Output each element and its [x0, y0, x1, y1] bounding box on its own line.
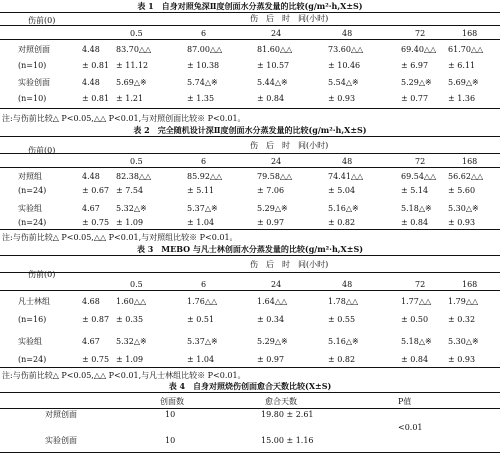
data-cell: 15.00 ± 1.16 — [261, 436, 314, 445]
data-cell: ± 0.55 — [328, 315, 356, 324]
data-cell: ± 1.36 — [448, 94, 476, 103]
baseline-cell: ± 0.67 — [82, 186, 110, 195]
column-header: 48 — [342, 157, 353, 166]
row-label: (n=24) — [18, 186, 47, 195]
data-cell: 1.77△△ — [401, 297, 432, 306]
data-cell: ± 7.06 — [257, 186, 285, 195]
data-cell: ± 10.46 — [328, 61, 361, 70]
data-cell: 5.32△※ — [116, 204, 147, 213]
data-cell: 5.16△※ — [328, 337, 359, 346]
table-bottom-rule — [0, 108, 500, 109]
column-header: 24 — [271, 29, 282, 38]
baseline-cell: 4.68 — [82, 297, 100, 306]
header-bottom-rule — [0, 408, 500, 409]
data-cell: ± 0.97 — [257, 355, 285, 364]
data-cell: ± 7.54 — [116, 186, 144, 195]
data-cell: 82.38△△ — [116, 172, 152, 181]
column-header: 168 — [462, 280, 478, 289]
data-cell: ± 6.11 — [448, 61, 476, 70]
row-label: (n=16) — [18, 315, 47, 324]
data-cell: ± 0.35 — [116, 315, 144, 324]
data-cell: 5.74△※ — [187, 78, 218, 87]
data-cell: 85.92△△ — [187, 172, 223, 181]
data-cell: 56.62△△ — [448, 172, 484, 181]
p-value: <0.01 — [398, 423, 423, 432]
data-cell: 5.69△※ — [116, 78, 147, 87]
data-cell: ± 1.35 — [187, 94, 215, 103]
table-top-rule — [0, 136, 500, 137]
data-cell: 69.40△△ — [401, 45, 437, 54]
data-cell: 5.32△※ — [116, 337, 147, 346]
baseline-cell: ± 0.81 — [82, 61, 110, 70]
baseline-cell: 4.48 — [82, 78, 100, 87]
data-cell: 1.79△△ — [448, 297, 479, 306]
data-cell: ± 0.97 — [257, 218, 285, 227]
data-cell: 5.29△※ — [257, 204, 288, 213]
table-note: 注:与伤前比较△ P<0.05,△△ P<0.01,与对照组比较※ P<0.01。 — [2, 233, 238, 242]
data-cell: 10 — [165, 436, 176, 445]
data-cell: 19.80 ± 2.61 — [261, 410, 314, 419]
data-cell: 5.29△※ — [401, 78, 432, 87]
header-bottom-rule — [0, 39, 500, 40]
column-header: 0.5 — [130, 280, 143, 289]
data-cell: 5.37△※ — [187, 337, 218, 346]
data-cell: ± 10.38 — [187, 61, 220, 70]
baseline-cell: 4.67 — [82, 337, 100, 346]
header-group: 伤 后 时 间(小时) — [250, 260, 329, 269]
row-label: 对照创面 — [45, 410, 77, 419]
data-cell: ± 0.34 — [257, 315, 285, 324]
column-header: 48 — [342, 29, 353, 38]
table-caption: 表 4 自身对照烧伤创面愈合天数比较(X±S) — [168, 381, 332, 391]
data-cell: ± 0.93 — [448, 218, 476, 227]
header-group-rule — [0, 153, 500, 154]
header-left: 伤前(0) — [28, 146, 56, 155]
data-cell: 83.70△△ — [116, 45, 152, 54]
baseline-cell: ± 0.75 — [82, 355, 110, 364]
data-cell: 73.60△△ — [328, 45, 364, 54]
data-cell: ± 0.84 — [401, 218, 429, 227]
data-cell: ± 0.84 — [401, 355, 429, 364]
data-cell: 1.76△△ — [187, 297, 218, 306]
baseline-cell: ± 0.87 — [82, 315, 110, 324]
row-label: (n=10) — [18, 94, 47, 103]
row-label: 对照创面 — [18, 45, 50, 54]
data-cell: ± 0.93 — [448, 355, 476, 364]
baseline-cell: 4.48 — [82, 45, 100, 54]
data-cell: 10 — [165, 410, 176, 419]
row-label: 凡士林组 — [18, 297, 50, 306]
header-group: 伤 后 时 间(小时) — [250, 141, 329, 150]
data-cell: 5.18△※ — [401, 204, 432, 213]
table-top-rule — [0, 392, 500, 393]
data-cell: 1.60△△ — [116, 297, 147, 306]
data-cell: ± 5.11 — [187, 186, 215, 195]
data-cell: 61.70△△ — [448, 45, 484, 54]
header-group: 伤 后 时 间(小时) — [250, 14, 329, 23]
data-cell: 74.41△△ — [328, 172, 364, 181]
table-caption: 表 3 MEBO 与凡士林创面水分蒸发量的比较(g/m²·h,X±S) — [136, 244, 364, 254]
data-cell: ± 0.82 — [328, 218, 356, 227]
data-cell: 87.00△△ — [187, 45, 223, 54]
column-header: 0.5 — [130, 157, 143, 166]
header-bottom-rule — [0, 167, 500, 168]
data-cell: ± 10.57 — [257, 61, 290, 70]
column-header: 72 — [415, 29, 426, 38]
data-cell: ± 0.84 — [257, 94, 285, 103]
row-label: (n=24) — [18, 355, 47, 364]
column-header: 72 — [415, 280, 426, 289]
baseline-cell: 4.67 — [82, 204, 100, 213]
data-cell: ± 0.51 — [187, 315, 215, 324]
data-cell: ± 5.60 — [448, 186, 476, 195]
table-note: 注:与伤前比较△ P<0.05,△△ P<0.01,与凡士林组比较※ P<0.01。 — [2, 371, 246, 380]
data-cell: ± 1.09 — [116, 355, 144, 364]
column-header: 0.5 — [130, 29, 143, 38]
data-cell: 5.29△※ — [257, 337, 288, 346]
baseline-cell: ± 0.75 — [82, 218, 110, 227]
row-label: 实验创面 — [18, 78, 50, 87]
data-cell: 5.16△※ — [328, 204, 359, 213]
column-header: 6 — [201, 280, 207, 289]
table-top-rule — [0, 255, 500, 256]
column-header: 72 — [415, 157, 426, 166]
data-cell: ± 1.21 — [116, 94, 144, 103]
table-caption: 表 2 完全随机设计深Ⅱ度创面水分蒸发量的比较(g/m²·h,X±S) — [133, 125, 367, 135]
column-header: 168 — [462, 157, 478, 166]
row-label: 实验组 — [18, 337, 42, 346]
column-header: 创面数 — [160, 397, 184, 406]
column-header: 6 — [201, 29, 207, 38]
header-group-rule — [0, 272, 500, 273]
data-cell: ± 0.82 — [328, 355, 356, 364]
column-header: 48 — [342, 280, 353, 289]
row-label: (n=24) — [18, 218, 47, 227]
data-cell: 5.69△※ — [448, 78, 479, 87]
data-cell: 69.54△△ — [401, 172, 437, 181]
data-cell: 79.58△△ — [257, 172, 293, 181]
data-cell: ± 11.12 — [116, 61, 149, 70]
column-header: 24 — [271, 157, 282, 166]
data-cell: ± 1.09 — [116, 218, 144, 227]
baseline-cell: ± 0.81 — [82, 94, 110, 103]
data-cell: ± 5.14 — [401, 186, 429, 195]
table-bottom-rule — [0, 229, 500, 230]
header-left: 伤前(0) — [28, 270, 56, 279]
data-cell: ± 0.50 — [401, 315, 429, 324]
data-cell: 5.44△※ — [257, 78, 288, 87]
data-cell: 5.30△※ — [448, 204, 479, 213]
table-bottom-rule — [0, 452, 500, 453]
data-cell: 5.30△※ — [448, 337, 479, 346]
row-label: 实验创面 — [45, 436, 77, 445]
header-bottom-rule — [0, 290, 500, 291]
data-cell: 81.60△△ — [257, 45, 293, 54]
row-label: (n=10) — [18, 61, 47, 70]
data-cell: 1.64△△ — [257, 297, 288, 306]
header-left: 伤前(0) — [28, 16, 56, 25]
table-note: 注:与伤前比较△ P<0.05,△△ P<0.01,与对照创面比较※ P<0.01。 — [2, 114, 246, 123]
table-bottom-rule — [0, 367, 500, 368]
data-cell: ± 0.77 — [401, 94, 429, 103]
data-cell: ± 1.04 — [187, 355, 215, 364]
data-cell: 1.78△△ — [328, 297, 359, 306]
data-cell: 5.54△※ — [328, 78, 359, 87]
table-top-rule — [0, 12, 500, 13]
column-header: 168 — [462, 29, 478, 38]
data-cell: 5.18△※ — [401, 337, 432, 346]
column-header: P值 — [398, 397, 412, 406]
column-header: 6 — [201, 157, 207, 166]
column-header: 24 — [271, 280, 282, 289]
data-cell: 5.37△※ — [187, 204, 218, 213]
row-label: 实验组 — [18, 204, 42, 213]
data-cell: ± 0.32 — [448, 315, 476, 324]
data-cell: ± 1.04 — [187, 218, 215, 227]
data-cell: ± 5.04 — [328, 186, 356, 195]
row-label: 对照组 — [18, 172, 42, 181]
data-cell: ± 0.93 — [328, 94, 356, 103]
header-group-rule — [0, 25, 500, 26]
table-caption: 表 1 自身对照兔深Ⅱ度创面水分蒸发量的比较(g/m²·h,X±S) — [137, 1, 363, 11]
baseline-cell: 4.48 — [82, 172, 100, 181]
column-header: 愈合天数 — [265, 397, 297, 406]
data-cell: ± 6.97 — [401, 61, 429, 70]
